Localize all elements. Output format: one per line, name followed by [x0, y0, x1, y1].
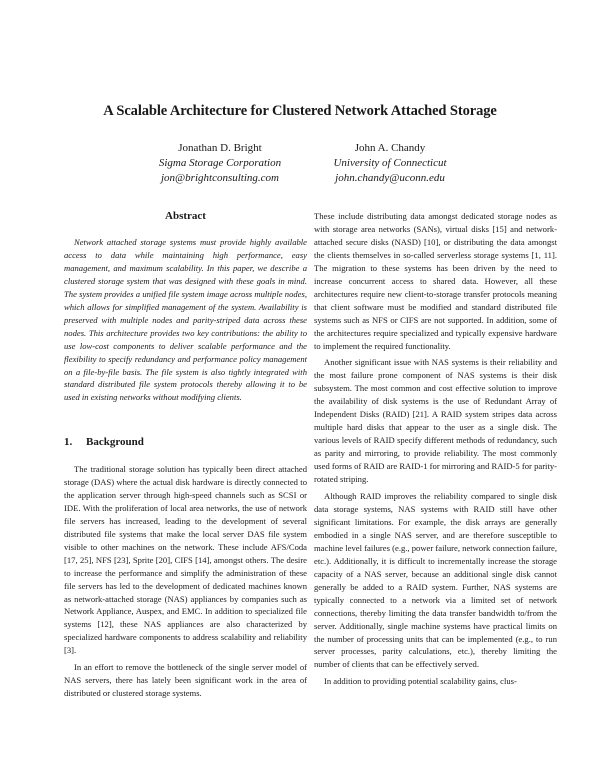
author-2-affiliation: University of Connecticut: [333, 157, 447, 169]
left-column-body: [64, 463, 307, 700]
author-2-email: john.chandy@uconn.edu: [335, 172, 445, 184]
paragraph: Although RAID improves the reliability compared to single disk data storage systems, NAS systems with RAID still have other significant limitations. For example, the disk arrays are generally embodied in a single NAS server, and are therefore susceptible to machine level failures (e.g., power failure, network connection failure, etc.). Additionally, it is difficult to incrementally increase the storage capacity of a NAS server, because an additional single disk cannot generally be added to a RAID system. Further, NAS systems are typically connected to a network via a limited set of network connections, thereby limiting the data transfer bandwidth to/from the server. Additionally, single machine systems have practical limits on the number of processing units that can be implemented (e.g., to run server processes, parity calculations, etc.), thereby limiting the number of clients that can be effectively served.: [314, 491, 557, 670]
section-title: Background: [86, 436, 144, 448]
author-1-email: jon@brightconsulting.com: [161, 172, 279, 184]
author-1-name: Jonathan D. Bright: [178, 142, 262, 154]
section-heading-background: [64, 436, 144, 448]
paragraph: Another significant issue with NAS systems is their reliability and the most failure prone component of NAS systems is their disk subsystem. The most common and cost effective solution to improve the availability of disk systems is the use of Redundant Array of Independent Disks (RAID) [21]. A RAID system stripes data across multiple hard disks that appear to the user as a single disk. The various levels of RAID specify different methods of redundancy, such as parity and mirroring, to provide reliability. The most commonly used forms of RAID are RAID-1 for mirroring and RAID-5 for parity-rotated striping.: [314, 357, 557, 485]
abstract-heading: Abstract: [165, 210, 206, 222]
abstract-text: Network attached storage systems must provide highly available access to data while maintaining high performance, easy management, and maximum scalability. In this paper, we describe a clustered storage system that was designed with these goals in mind. The system provides a unified file system image across multiple nodes, which allows for simplified management of the system. Availability is preserved with multiple nodes and parity-striped data across these nodes. This architecture provides two key contributions: the ability to use low-cost components to deliver scalable performance and the flexibility to specify redundancy and performance policy management on a file-by-file basis. The file system is also tightly integrated with standard distributed file system protocols thereby allowing it to be used in existing networks without modifying clients.: [64, 237, 307, 403]
author-2-name: John A. Chandy: [354, 142, 426, 154]
section-number: 1.: [64, 436, 73, 448]
author-2: [320, 141, 460, 186]
right-column-body: [314, 210, 557, 688]
paragraph: These include distributing data amongst dedicated storage nodes as with storage area networks (SANs), virtual disks [15] and network-attached secure disks (NASD) [10], or distributing the data amongst the clients themselves in so-called serverless storage systems [1, 11]. The migration to these systems has been driven by the need to increase concurrent access to shared data. However, all these architectures require new client-to-storage transfer protocols meaning that client software must be modified and standard distributed file systems such as NFS or CIFS are not supported. In addition, some of the architectures require specialized and typically expensive hardware to implement the required functionality.: [314, 211, 557, 351]
paragraph: In addition to providing potential scalability gains, clus-: [324, 676, 517, 687]
author-1-affiliation: Sigma Storage Corporation: [158, 157, 282, 169]
paper-title: A Scalable Architecture for Clustered Network Attached Storage: [103, 103, 497, 119]
paragraph: The traditional storage solution has typically been direct attached storage (DAS) where the actual disk hardware is directly connected to the application server through high-speed channels such as SCSI or IDE. With the proliferation of local area networks, the use of network file servers has increased, leading to the development of several distributed file systems that make the local server DAS file system visible to other machines on the network. These include AFS/Coda [17, 25], NFS [23], Sprite [20], CIFS [14], amongst others. The desire to increase the performance and simplify the administration of these file servers has led to the development of dedicated machines known as network-attached storage (NAS) appliances by companies such as Network Appliance, Auspex, and EMC. In addition to specialized file systems [12], these NAS appliances are also characterized by specialized hardware components to address scalability and reliability [3].: [64, 464, 307, 656]
author-1: [140, 141, 300, 186]
paragraph: In an effort to remove the bottleneck of the single server model of NAS servers, there has lately been significant work in the area of distributed or clustered storage systems.: [64, 662, 307, 699]
